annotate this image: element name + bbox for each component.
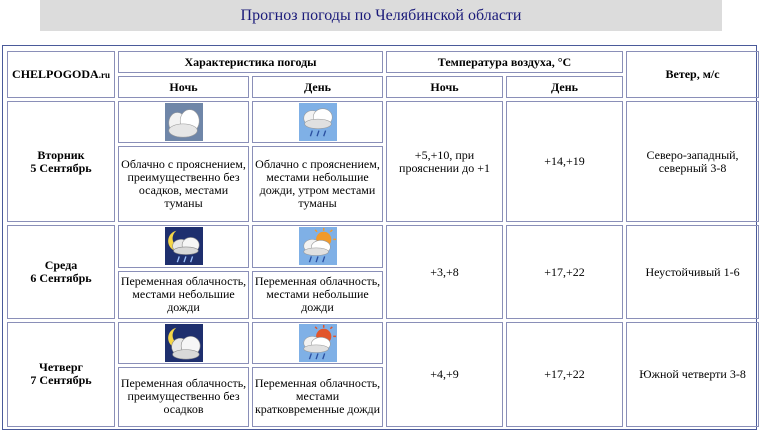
night-icon-cell [118, 225, 249, 267]
day-date: 5 Сентябрь [30, 160, 92, 175]
day-label [7, 225, 115, 318]
wind: Неустойчивый 1-6 [626, 225, 759, 318]
header-temp-day: День [506, 76, 623, 98]
day-icon-cell [252, 101, 383, 143]
day-weekday: Вторник [37, 147, 85, 162]
day-icon-cell [252, 225, 383, 267]
page-title: Прогноз погоды по Челябинской области [40, 0, 722, 31]
day-description: Переменная облачность, местами кратковременные дожди [252, 367, 383, 427]
night-description: Облачно с прояснением, преимущественно без осадков, местами туманы [118, 146, 249, 222]
header-air-temp: Температура воздуха, °С [386, 51, 623, 73]
day-weekday: Четверг [39, 360, 83, 375]
sun-cloud-rain-icon [299, 227, 337, 265]
temp-night: +5,+10, при прояснении до +1 [386, 101, 503, 222]
cloudy-icon [165, 103, 203, 141]
cloud-rain-icon [299, 103, 337, 141]
day-label [7, 101, 115, 222]
day-label [7, 322, 115, 427]
logo-suffix: .ru [98, 69, 110, 80]
temp-day: +17,+22 [506, 225, 623, 318]
day-weekday: Среда [44, 258, 78, 273]
sun-cloud-rain-icon [299, 324, 337, 362]
header-temp-night: Ночь [386, 76, 503, 98]
logo-main: CHELPOGODA [12, 66, 99, 81]
wind: Южной четверти 3-8 [626, 322, 759, 427]
temp-night: +3,+8 [386, 225, 503, 318]
wind: Северо-западный, северный 3-8 [626, 101, 759, 222]
header-char-day: День [252, 76, 383, 98]
day-date: 7 Сентябрь [30, 373, 92, 388]
night-icon-cell [118, 101, 249, 143]
night-description: Переменная облачность, местами небольшие дожди [118, 271, 249, 319]
moon-cloud-icon [165, 324, 203, 362]
night-icon-cell [118, 322, 249, 364]
header-char-night: Ночь [118, 76, 249, 98]
night-description: Переменная облачность, преимущественно без осадков [118, 367, 249, 427]
day-date: 6 Сентябрь [30, 271, 92, 286]
forecast-table [4, 48, 760, 430]
day-description: Облачно с прояснением, местами небольшие дожди, утром местами туманы [252, 146, 383, 222]
moon-cloud-rain-icon [165, 227, 203, 265]
site-logo[interactable] [7, 51, 115, 98]
header-wind: Ветер, м/с [626, 51, 759, 98]
day-description: Переменная облачность, местами небольшие дожди [252, 271, 383, 319]
temp-night: +4,+9 [386, 322, 503, 427]
temp-day: +14,+19 [506, 101, 623, 222]
temp-day: +17,+22 [506, 322, 623, 427]
header-weather-char: Характеристика погоды [118, 51, 383, 73]
day-icon-cell [252, 322, 383, 364]
